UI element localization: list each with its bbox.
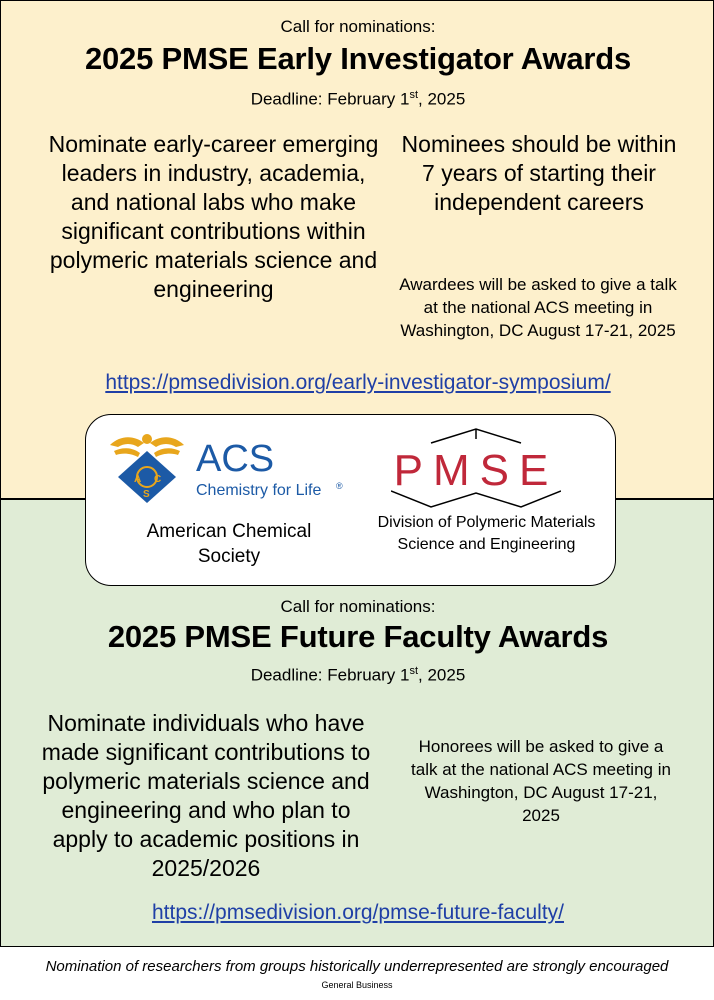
ff-talk-note: Honorees will be asked to give a talk at the national ACS meeting in Washington, DC August 17-21, 2025: [411, 737, 671, 825]
acs-letter-a: A: [134, 474, 142, 485]
acs-tagline: Chemistry for Life: [196, 482, 322, 499]
acs-eagle-feather-right: [154, 448, 180, 457]
acs-eagle-head: [142, 434, 152, 444]
ff-deadline: [1, 665, 714, 686]
ei-title: 2025 PMSE Early Investigator Awards: [84, 41, 632, 76]
ei-call-label: Call for nominations:: [280, 17, 436, 36]
footer-label: General Business: [321, 980, 393, 990]
ei-talk-note: Awardees will be asked to give a talk at the national ACS meeting in Washington, DC August 17-21, 2025: [399, 275, 677, 340]
ei-deadline-year: , 2025: [418, 89, 466, 109]
ei-description: Nominate early-career emerging leaders in industry, academia, and national labs who make significant contributions within polymeric materials science and engineering: [48, 131, 379, 302]
pmse-wordmark: PMSE: [393, 446, 559, 495]
logo-box: [85, 414, 616, 586]
ff-deadline-sup: st: [409, 665, 419, 677]
ei-eligibility: Nominees should be within 7 years of starting their independent careers: [401, 131, 677, 215]
ei-deadline-text: Deadline: February 1: [250, 89, 410, 109]
ei-deadline: [1, 89, 714, 110]
ei-deadline-sup: st: [409, 89, 419, 101]
acs-org-name: American Chemical Society: [146, 521, 312, 567]
ff-title: 2025 PMSE Future Faculty Awards: [107, 619, 609, 654]
pmse-logo: [391, 425, 561, 511]
ff-call-label: Call for nominations:: [280, 597, 436, 616]
footer-note: Nomination of researchers from groups historically underrepresented are strongly encouraged: [45, 958, 669, 975]
ff-link[interactable]: https://pmsedivision.org/pmse-future-faculty/: [151, 901, 564, 924]
acs-logo: [104, 429, 344, 509]
acs-letter-s: S: [143, 489, 150, 500]
ff-deadline-year: , 2025: [418, 665, 466, 685]
pmse-org-name: Division of Polymeric Materials Science and Engineering: [377, 514, 596, 553]
ei-link[interactable]: https://pmsedivision.org/early-investigator-symposium/: [105, 371, 611, 394]
ff-description: Nominate individuals who have made significant contributions to polymeric materials science and engineering and who plan to apply to academic positions in 2025/2026: [41, 710, 371, 881]
acs-eagle-feather-left: [114, 448, 140, 457]
acs-wordmark: ACS: [196, 438, 275, 480]
acs-letter-c: C: [154, 474, 162, 485]
ff-deadline-text: Deadline: February 1: [250, 665, 410, 685]
acs-eagle-right-wing: [150, 437, 184, 447]
acs-registered: ®: [336, 481, 343, 491]
acs-eagle-left-wing: [110, 437, 144, 447]
